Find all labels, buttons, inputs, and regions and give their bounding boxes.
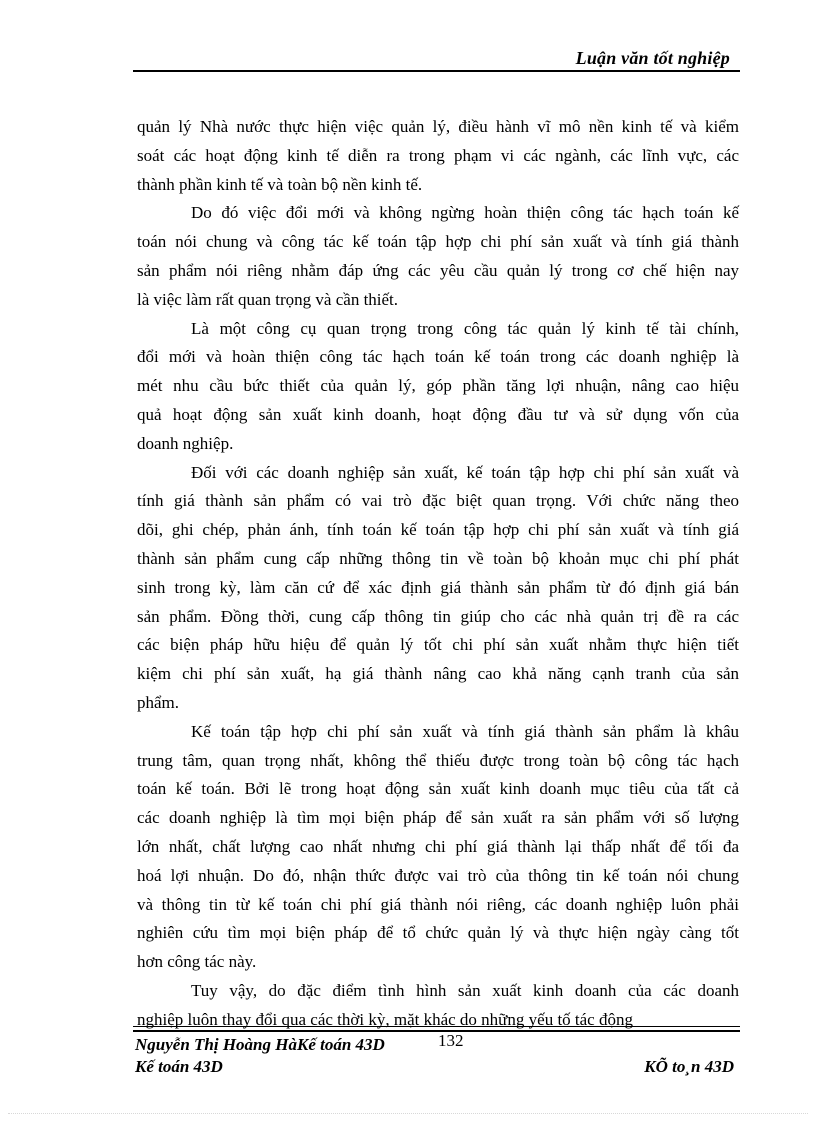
body-text [137, 113, 739, 1035]
footer-divider-thick [133, 1030, 740, 1032]
text-line: Là một công cụ quan trọng trong công tác quản lý kinh tế tài chính, [191, 318, 739, 338]
text-line: quả hoạt động sản xuất kinh doanh, hoạt động đầu tư và sử dụng vốn của [137, 404, 739, 424]
text-line: kiệm chi phí sản xuất, hạ giá thành nâng cao khả năng cạnh tranh của sản [137, 664, 739, 684]
text-line: sinh trong kỳ, làm căn cứ để xác định giá thành sản phẩm từ đó định giá bán [137, 577, 739, 597]
text-line: hoá lợi nhuận. Do đó, nhận thức được vai trò của thông tin kế toán nói chung [137, 865, 739, 885]
paragraph [137, 199, 739, 314]
text-line: và thông tin từ kế toán chi phí giá thành nói riêng, các doanh nghiệp luôn phải [137, 894, 739, 914]
text-line: các doanh nghiệp là tìm mọi biện pháp để sản xuất ra sản phẩm với số lượng [137, 808, 739, 828]
text-line: toán kế toán. Bởi lẽ trong hoạt động sản xuất kinh doanh mục tiêu của tất cả [137, 779, 739, 799]
paragraph [137, 315, 739, 459]
page-number: 132 [438, 1031, 464, 1050]
text-line: tính giá thành sản phẩm có vai trò đặc biệt quan trọng. Với chức năng theo [137, 491, 739, 511]
text-line: Do đó việc đổi mới và không ngừng hoàn thiện công tác hạch toán kế [191, 203, 739, 223]
text-line: trung tâm, quan trọng nhất, không thể thiếu được trong toàn bộ công tác hạch [137, 750, 739, 770]
text-line: dõi, ghi chép, phản ánh, tính toán kế toán tập hợp chi phí sản xuất và tính giá [137, 520, 739, 540]
text-line: toán nói chung và công tác kế toán tập hợp chi phí sản xuất và tính giá thành [137, 232, 739, 252]
paragraph [137, 459, 739, 718]
text-line: phẩm. [137, 692, 180, 712]
text-line: thành phần kinh tế và toàn bộ nền kinh tế. [137, 174, 423, 194]
text-line: mét nhu cầu bức thiết của quản lý, góp phần tăng lợi nhuận, nâng cao hiệu [137, 376, 739, 396]
footer-divider-thin [133, 1026, 740, 1027]
text-line: quản lý Nhà nước thực hiện việc quản lý, điều hành vĩ mô nền kinh tế và kiểm [137, 117, 739, 136]
text-line: các biện pháp hữu hiệu để quản lý tốt chi phí sản xuất nhằm thực hiện tiết [137, 635, 739, 655]
text-line: hơn công tác này. [137, 952, 257, 972]
text-line: soát các hoạt động kinh tế diễn ra trong phạm vi các ngành, các lĩnh vực, các [137, 145, 739, 165]
text-line: là việc làm rất quan trọng và cần thiết. [137, 289, 399, 309]
text-line: sản phẩm. Đồng thời, cung cấp thông tin giúp cho các nhà quản trị đề ra các [137, 606, 739, 626]
text-line: lớn nhất, chất lượng cao nhất nhưng chi phí giá thành lại thấp nhất để tối đa [137, 836, 739, 856]
text-line: sản phẩm nói riêng nhằm đáp ứng các yêu cầu quản lý trong cơ chế hiện nay [137, 260, 739, 280]
footer-class-code: KÕ to¸n 43D [644, 1057, 734, 1076]
text-line: nghiệp luôn thay đổi qua các thời kỳ, mặt khác do những yếu tố tác động [137, 1009, 633, 1029]
paragraph [137, 113, 739, 199]
text-line: thành sản phẩm cung cấp những thông tin về toàn bộ khoản mục chi phí phát [137, 548, 739, 568]
paragraph [137, 718, 739, 977]
text-line: đổi mới và hoàn thiện công tác hạch toán kế toán trong các doanh nghiệp là [137, 347, 739, 367]
text-line: nghiên cứu tìm mọi biện pháp để tổ chức quản lý và thực hiện ngày càng tốt [137, 923, 739, 943]
text-line: Kế toán tập hợp chi phí sản xuất và tính giá thành sản phẩm là khâu [191, 721, 739, 741]
page-bottom-edge [8, 1113, 808, 1114]
footer-department: Kế toán 43D [135, 1057, 223, 1076]
text-line: Tuy vậy, do đặc điểm tình hình sản xuất kinh doanh của các doanh [191, 980, 739, 1000]
running-header-title: Luận văn tốt nghiệp [575, 48, 730, 68]
header-divider [133, 70, 740, 72]
text-line: doanh nghiệp. [137, 433, 234, 453]
footer-author: Nguyễn Thị Hoàng HàKế toán 43D [135, 1035, 385, 1054]
text-line: Đối với các doanh nghiệp sản xuất, kế toán tập hợp chi phí sản xuất và [191, 462, 739, 482]
